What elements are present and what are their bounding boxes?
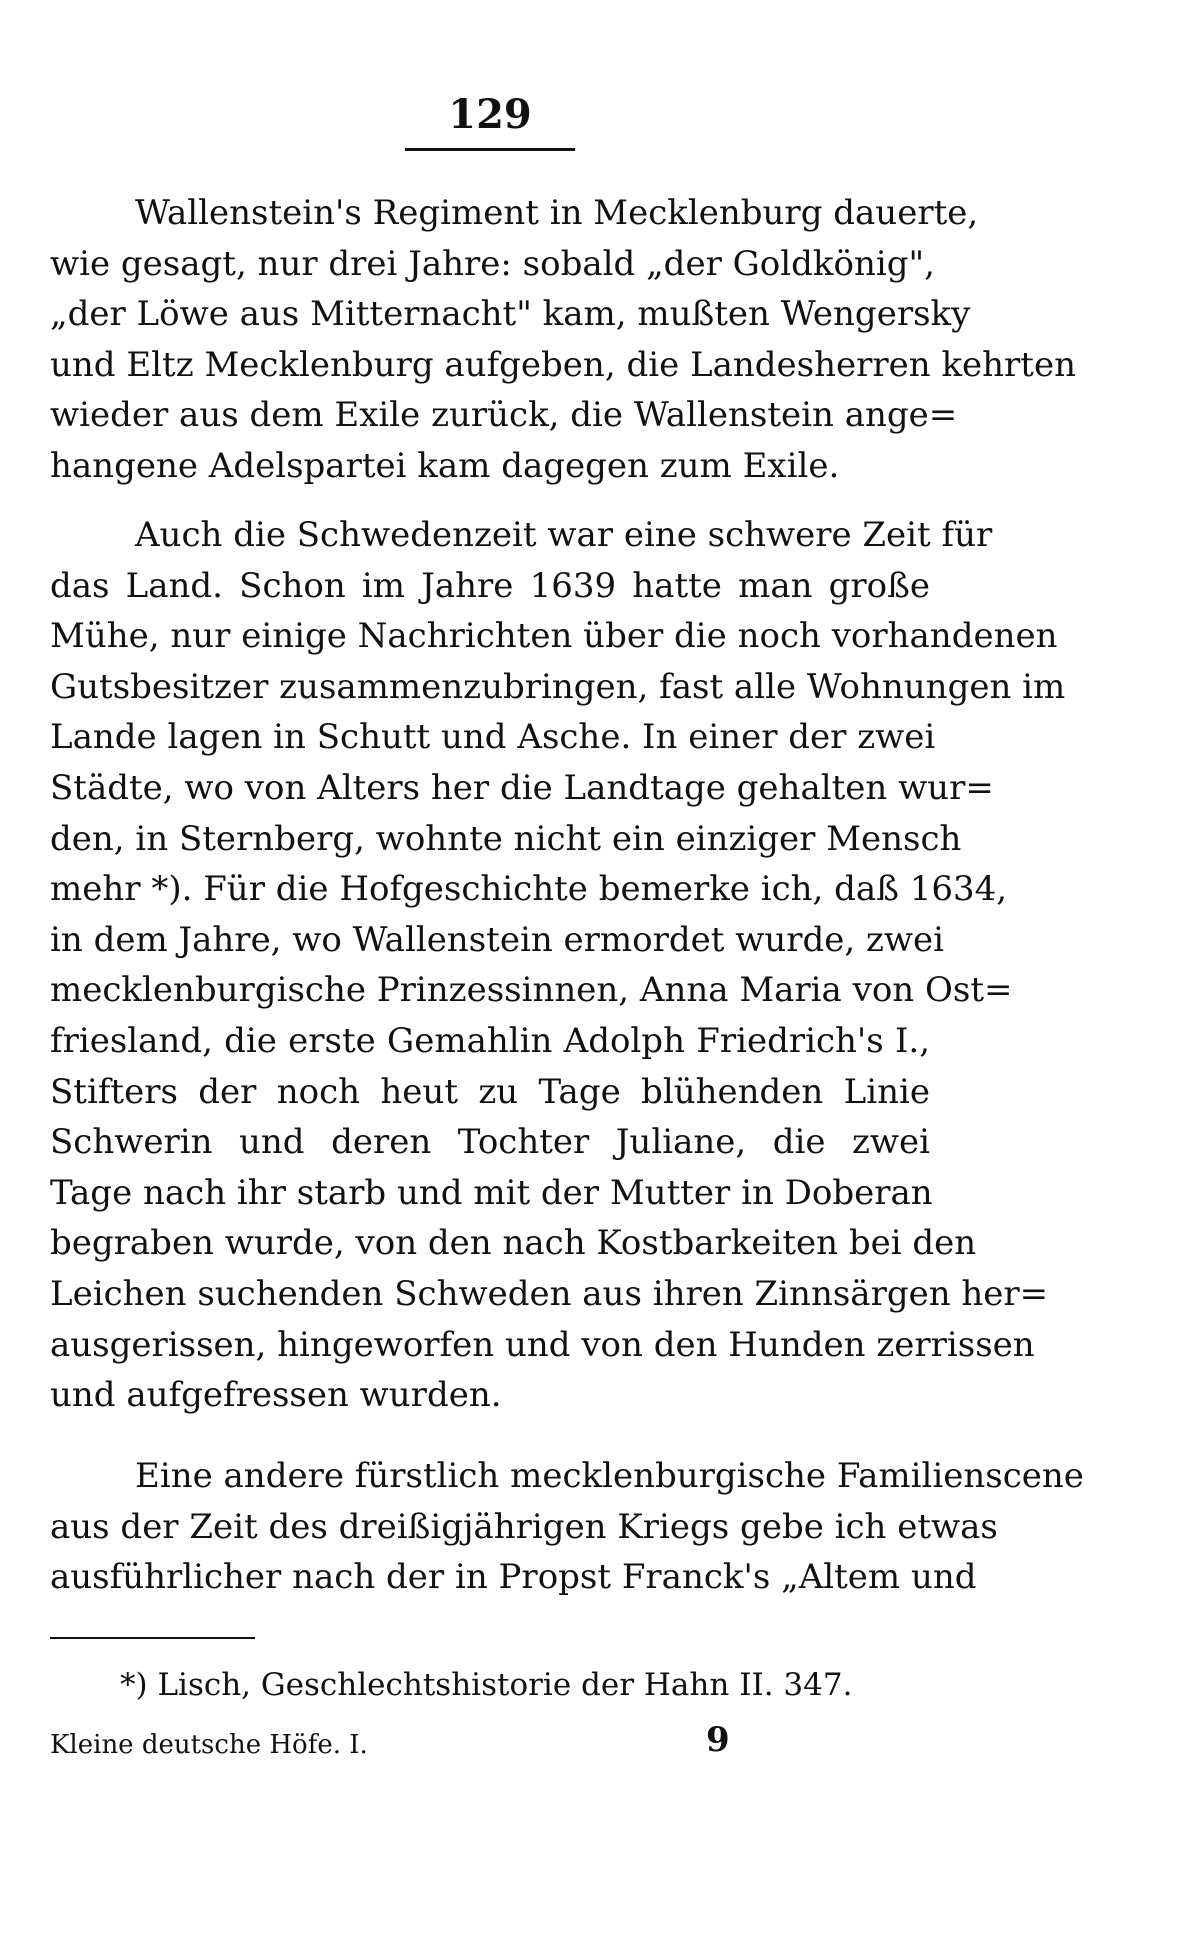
header-rule xyxy=(405,148,575,151)
text-line: Lande lagen in Schutt und Asche. In einer der zwei xyxy=(50,717,936,758)
text-line: Auch die Schwedenzeit war eine schwere Zeit für xyxy=(135,515,993,555)
text-line: und aufgefressen wurden. xyxy=(50,1375,502,1416)
text-line: den, in Sternberg, wohnte nicht ein einziger Mensch xyxy=(50,818,962,859)
text-line: mecklenburgische Prinzessinnen, Anna Maria von Ost= xyxy=(50,970,1013,1011)
text-line: Städte, wo von Alters her die Landtage gehalten wur= xyxy=(50,767,994,808)
paragraph-1 xyxy=(50,188,1076,492)
signature-line: Kleine deutsche Höfe. I. xyxy=(50,1730,368,1760)
text-line: hangene Adelspartei kam dagegen zum Exile. xyxy=(50,445,840,486)
text-line: Mühe, nur einige Nachrichten über die noch vorhandenen xyxy=(50,616,1058,657)
text-line: friesland, die erste Gemahlin Adolph Friedrich's I., xyxy=(50,1020,930,1061)
text-line: in dem Jahre, wo Wallenstein ermordet wurde, zwei xyxy=(50,919,944,960)
text-line: wie gesagt, nur drei Jahre: sobald „der Goldkönig", xyxy=(50,243,935,284)
paragraph-2 xyxy=(50,510,1066,1421)
text-line: mehr *). Für die Hofgeschichte bemerke ich, daß 1634, xyxy=(50,869,1008,910)
footnote: *) Lisch, Geschlechtshistorie der Hahn II. 347. xyxy=(120,1667,853,1703)
text-line: und Eltz Mecklenburg aufgeben, die Landesherren kehrten xyxy=(50,344,1076,385)
text-line: Stifters der noch heut zu Tage blühenden Linie xyxy=(50,1071,930,1112)
page-number: 129 xyxy=(448,91,532,138)
sheet-number: 9 xyxy=(706,1720,730,1760)
text-line: das Land. Schon im Jahre 1639 hatte man große xyxy=(50,565,930,606)
text-line: Tage nach ihr starb und mit der Mutter in Doberan xyxy=(50,1172,933,1213)
text-line: Leichen suchenden Schweden aus ihren Zinnsärgen her= xyxy=(50,1273,1049,1314)
text-line: aus der Zeit des dreißigjährigen Kriegs gebe ich etwas xyxy=(50,1506,998,1547)
text-line: wieder aus dem Exile zurück, die Wallenstein ange= xyxy=(50,395,958,436)
paragraph-3 xyxy=(50,1451,1084,1603)
text-line: begraben wurde, von den nach Kostbarkeiten bei den xyxy=(50,1223,977,1264)
text-line: Gutsbesitzer zusammenzubringen, fast alle Wohnungen im xyxy=(50,666,1066,707)
footnote-rule xyxy=(50,1637,255,1639)
text-line: ausgerissen, hingeworfen und von den Hunden zerrissen xyxy=(50,1324,1035,1365)
text-line: Eine andere fürstlich mecklenburgische Familienscene xyxy=(135,1456,1084,1496)
text-line: „der Löwe aus Mitternacht" kam, mußten Wengersky xyxy=(50,294,971,335)
text-line: Wallenstein's Regiment in Mecklenburg dauerte, xyxy=(135,193,979,233)
text-line: Schwerin und deren Tochter Juliane, die zwei xyxy=(50,1122,930,1163)
text-line: ausführlicher nach der in Propst Franck's „Altem und xyxy=(50,1557,977,1598)
